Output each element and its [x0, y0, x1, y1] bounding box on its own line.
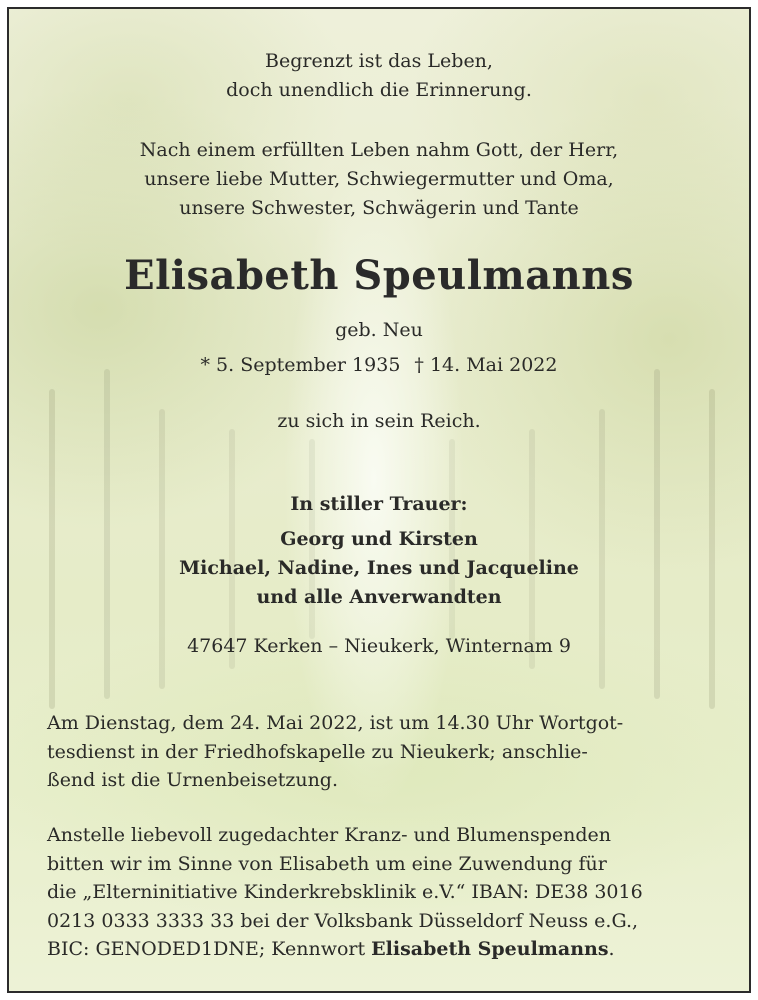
donation-line: 0213 0333 3333 33 bei der Volksbank Düsseldorf Neuss e.G.,: [47, 909, 639, 932]
intro-line: unsere Schwester, Schwägerin und Tante: [179, 197, 579, 219]
maiden-name: geb. Neu: [335, 319, 423, 341]
intro-line: Nach einem erfüllten Leben nahm Gott, der Herr,: [139, 139, 619, 161]
mourner-line: Michael, Nadine, Ines und Jacqueline: [179, 557, 579, 579]
mourner-line: Georg und Kirsten: [280, 528, 478, 550]
intro-line: unsere liebe Mutter, Schwiegermutter und Oma,: [144, 168, 614, 190]
verse-line: doch unendlich die Erinnerung.: [226, 79, 532, 101]
obituary-notice: [7, 7, 751, 993]
donation-line: Anstelle liebevoll zugedachter Kranz- und Blumenspenden: [47, 824, 612, 846]
mourner-line: und alle Anverwandten: [256, 586, 502, 608]
service-line: ßend ist die Urnenbeisetzung.: [47, 769, 339, 791]
donation-line: die „Elterninitiative Kinderkrebsklinik e.V.“ IBAN: DE38 3016: [47, 881, 643, 903]
death-date: † 14. Mai 2022: [414, 354, 558, 376]
service-line: Am Dienstag, dem 24. Mai 2022, ist um 14.30 Uhr Wortgot-: [47, 712, 624, 734]
verse: [9, 47, 749, 105]
verse-line: Begrenzt ist das Leben,: [265, 50, 493, 72]
service-line: tesdienst in der Friedhofskapelle zu Nieukerk; anschlie-: [47, 740, 588, 763]
mourners-heading: In stiller Trauer:: [290, 493, 468, 515]
deceased-name: Elisabeth Speulmanns: [124, 252, 634, 299]
donation-period: .: [608, 938, 615, 960]
family-address: 47647 Kerken – Nieukerk, Winternam 9: [187, 635, 571, 657]
donation-bic: BIC: GENODED1DNE; Kennwort: [47, 938, 372, 960]
birth-date: * 5. September 1935: [200, 354, 401, 376]
donation-line: [47, 935, 717, 964]
donation-paragraph: [47, 821, 717, 964]
intro-text: [9, 136, 749, 223]
closing-line: zu sich in sein Reich.: [277, 410, 481, 432]
donation-line: bitten wir im Sinne von Elisabeth um eine Zuwendung für: [47, 852, 607, 875]
service-paragraph: [47, 709, 717, 795]
mourners: [9, 490, 749, 612]
donation-keyword: Elisabeth Speulmanns: [371, 938, 609, 960]
life-dates: [9, 351, 749, 380]
